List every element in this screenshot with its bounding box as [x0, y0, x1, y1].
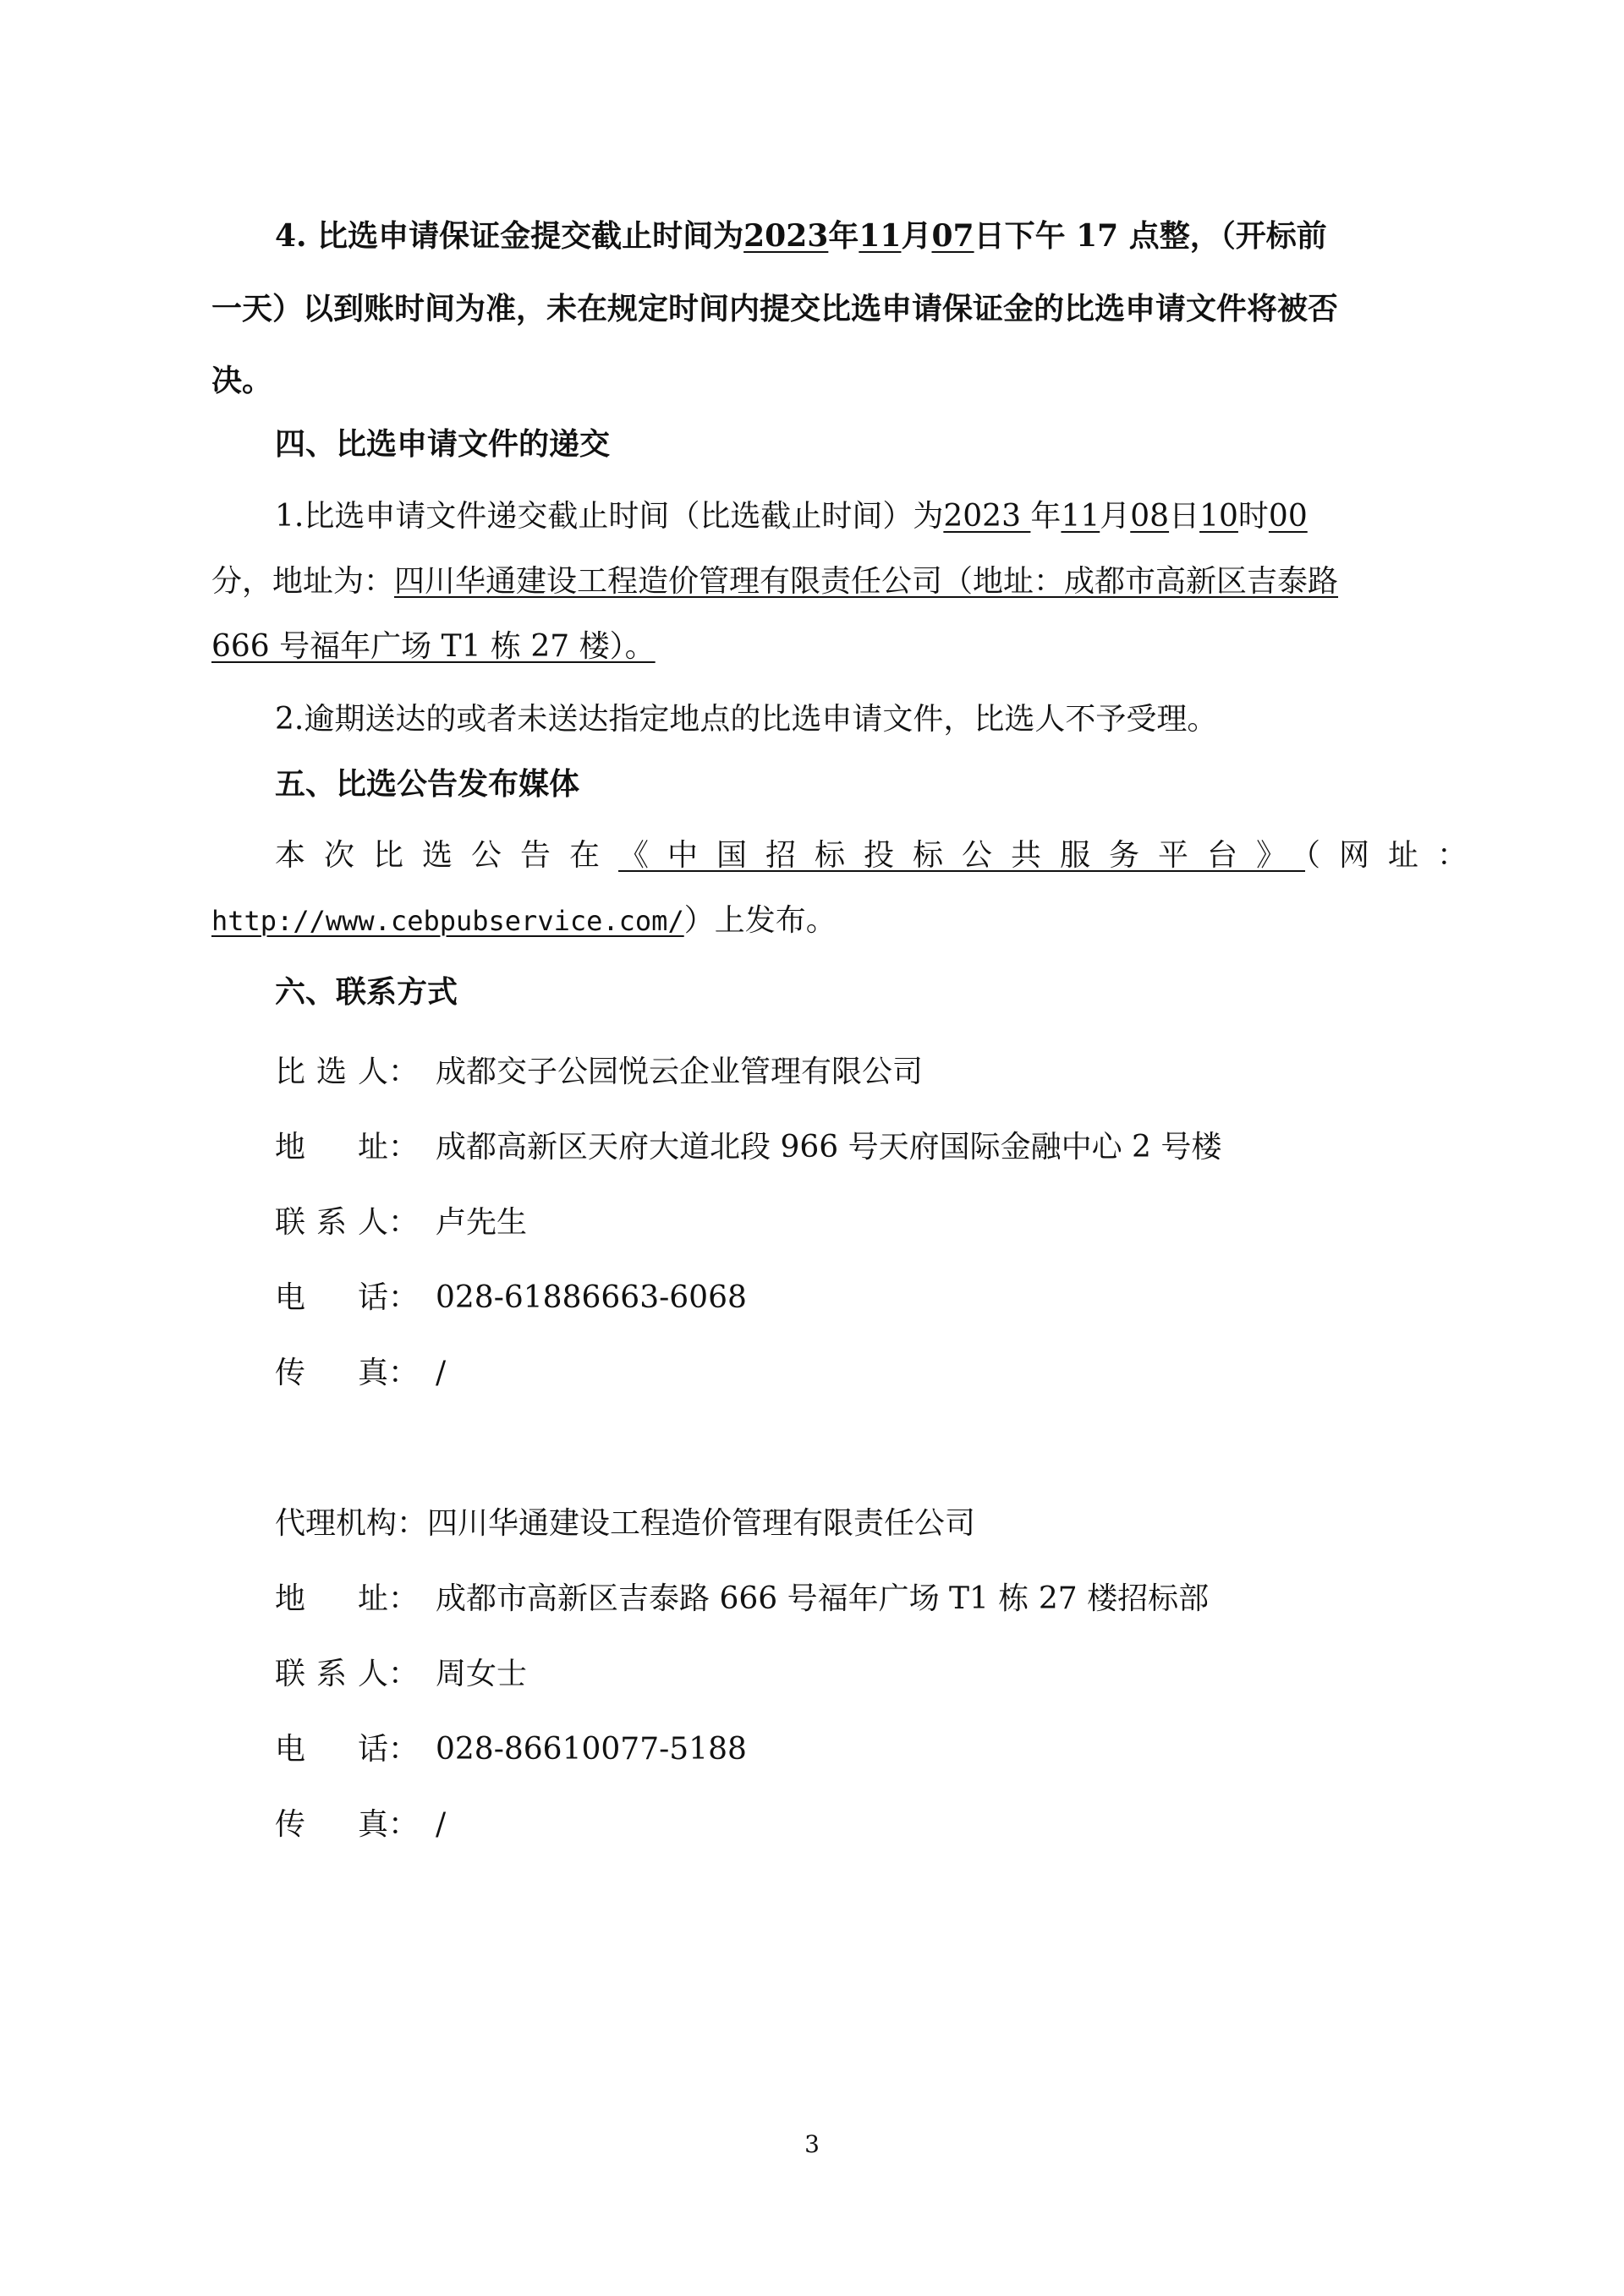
- agency-contact-label: 联 系 人：: [275, 1657, 419, 1691]
- page-number: 3: [804, 2130, 820, 2158]
- selector-fax-label: 传 真：: [275, 1356, 419, 1390]
- selector-name-label: 比 选 人：: [275, 1055, 419, 1089]
- selector-address-row: [275, 1127, 1221, 1168]
- selector-phone-label: 电 话：: [275, 1280, 419, 1315]
- submission-address-cont: 666 号福年广场 T1 栋 27 楼）。: [211, 629, 656, 664]
- submission-hour: 10: [1199, 499, 1238, 534]
- section6-heading: 六、联系方式: [275, 974, 458, 1010]
- agency-fax-row: [275, 1805, 446, 1845]
- agency-name: 四川华通建设工程造价管理有限责任公司: [427, 1506, 976, 1541]
- selector-contact-label: 联 系 人：: [275, 1205, 419, 1240]
- selector-contact: 卢先生: [436, 1205, 528, 1240]
- agency-fax-label: 传 真：: [275, 1807, 419, 1842]
- selector-phone-row: [275, 1278, 747, 1318]
- submission-address-line2: [211, 627, 656, 667]
- publication-platform: 《中国招标投标公共服务平台》: [618, 838, 1306, 873]
- submission-minute: 00: [1268, 499, 1308, 534]
- selector-contact-row: [275, 1203, 527, 1243]
- agency-name-label: 代理机构：: [275, 1506, 428, 1541]
- deposit-deadline-year: 2023: [743, 218, 829, 254]
- agency-name-row: [275, 1504, 975, 1544]
- submission-month: 11: [1061, 499, 1100, 534]
- agency-contact-row: [275, 1654, 527, 1695]
- selector-name-row: [275, 1052, 923, 1093]
- submission-deadline-line1: 1.比选申请文件递交截止时间（比选截止时间）为2023 年11月08日10时00: [275, 499, 1308, 534]
- publication-url-link[interactable]: http://www.cebpubservice.com/: [211, 905, 684, 937]
- selector-fax: /: [436, 1356, 447, 1390]
- deposit-deadline-line3: 决。: [211, 363, 273, 398]
- agency-fax: /: [436, 1807, 447, 1842]
- deposit-deadline-line2: 一天）以到账时间为准，未在规定时间内提交比选申请保证金的比选申请文件将被否: [211, 291, 1339, 326]
- selector-phone: 028-61886663-6068: [436, 1280, 747, 1315]
- deposit-deadline-line1: 4. 比选申请保证金提交截止时间为2023年11月07日下午 17 点整，（开标前: [275, 218, 1327, 254]
- agency-phone-label: 电 话：: [275, 1732, 419, 1767]
- submission-address: 四川华通建设工程造价管理有限责任公司（地址：成都市高新区吉泰路: [394, 564, 1339, 599]
- late-submission-note: 2.逾期送达的或者未送达指定地点的比选申请文件，比选人不予受理。: [275, 702, 1218, 737]
- publication-line1: 本次比选公告在《中国招标投标公共服务平台》（网址：: [275, 838, 1487, 873]
- selector-address: 成都高新区天府大道北段 966 号天府国际金融中心 2 号楼: [436, 1130, 1222, 1164]
- agency-address-label: 地 址：: [275, 1581, 419, 1616]
- section4-heading: 四、比选申请文件的递交: [275, 426, 611, 462]
- agency-phone-row: [275, 1729, 747, 1770]
- agency-address-row: [275, 1579, 1209, 1619]
- selector-name: 成都交子公园悦云企业管理有限公司: [436, 1055, 924, 1089]
- selector-fax-row: [275, 1353, 446, 1394]
- selector-address-label: 地 址：: [275, 1130, 419, 1164]
- submission-address-line: 分，地址为：四川华通建设工程造价管理有限责任公司（地址：成都市高新区吉泰路: [211, 564, 1339, 599]
- deposit-deadline-month: 11: [859, 218, 902, 254]
- agency-address: 成都市高新区吉泰路 666 号福年广场 T1 栋 27 楼招标部: [436, 1581, 1210, 1616]
- section5-heading: 五、比选公告发布媒体: [275, 766, 580, 802]
- agency-phone: 028-86610077-5188: [436, 1732, 747, 1767]
- agency-contact: 周女士: [436, 1657, 528, 1691]
- submission-year: 2023: [943, 499, 1031, 534]
- submission-day: 08: [1130, 499, 1170, 534]
- deposit-deadline-prefix: 4. 比选申请保证金提交截止时间为: [275, 218, 744, 254]
- deposit-deadline-day: 07: [931, 218, 974, 254]
- publication-line2: http://www.cebpubservice.com/）上发布。: [211, 903, 837, 938]
